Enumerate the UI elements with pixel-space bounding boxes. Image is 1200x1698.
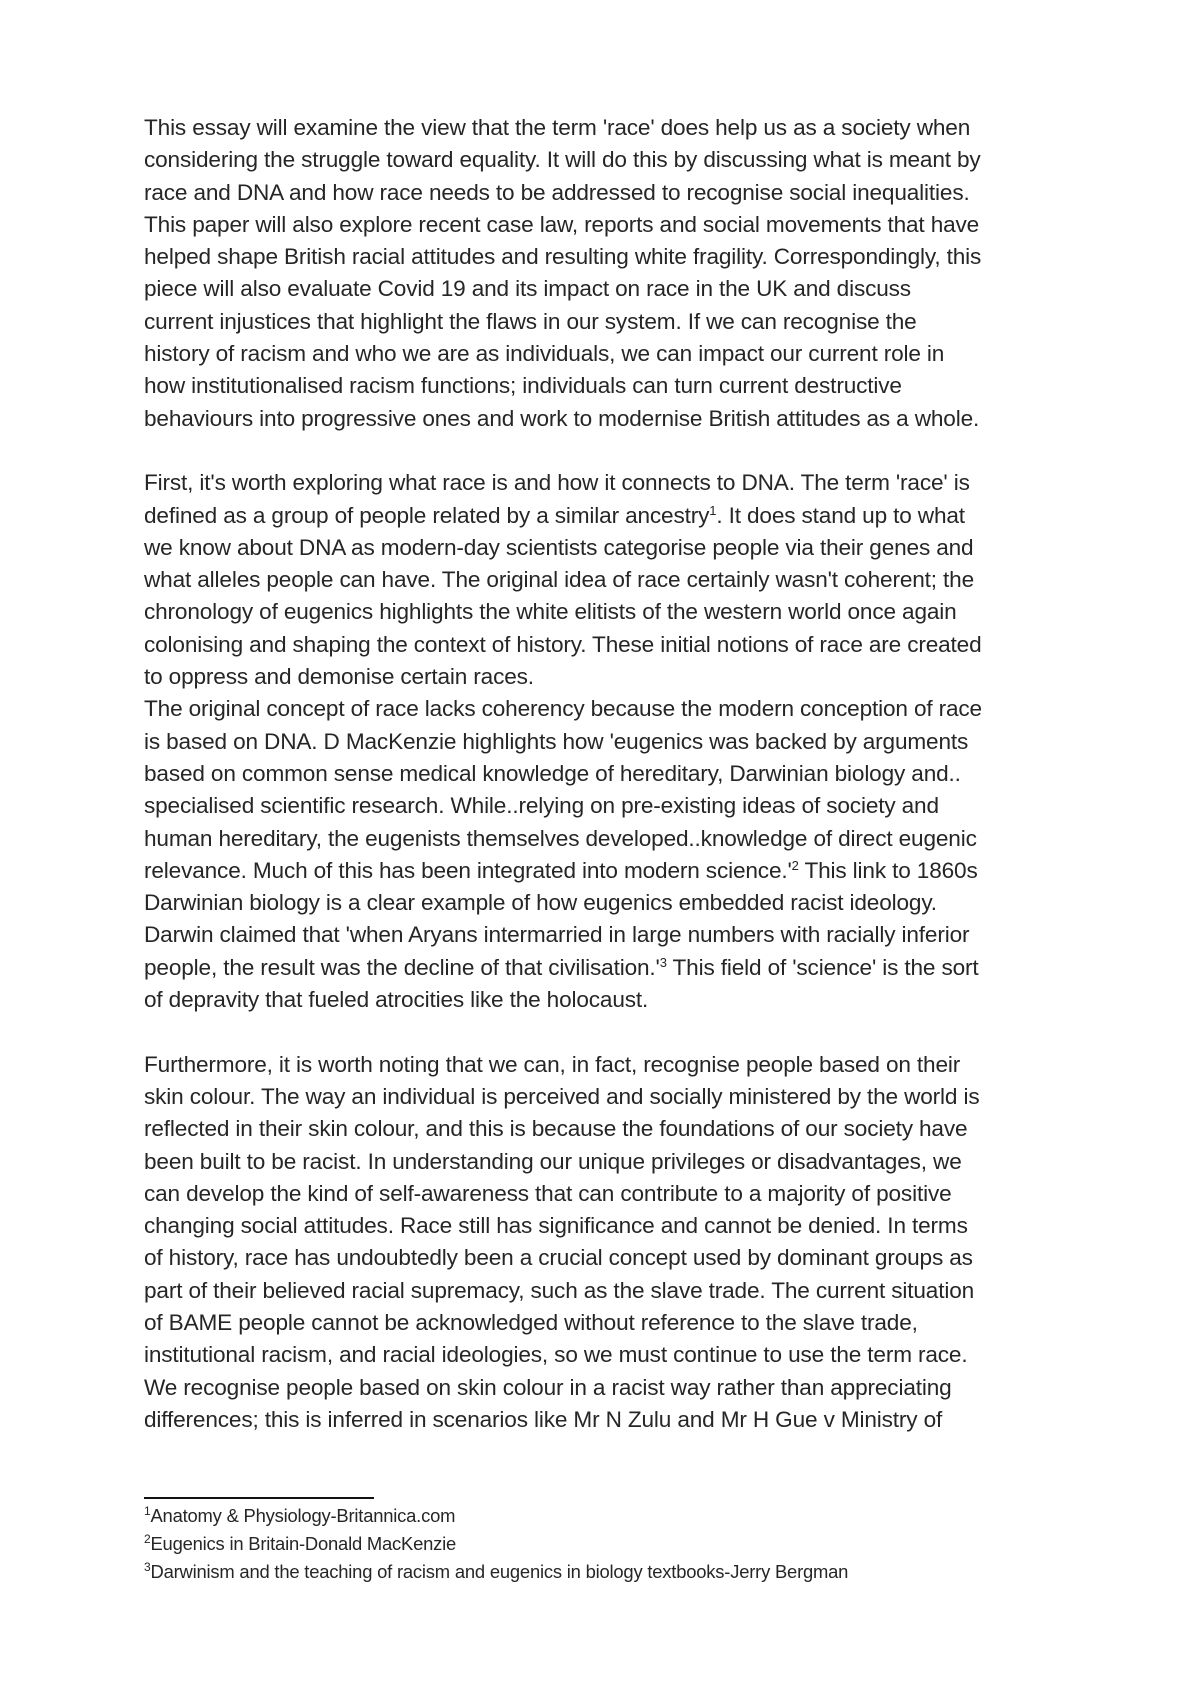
- paragraph: [144, 467, 1074, 693]
- footnote: [144, 1530, 1074, 1558]
- footnote-reference[interactable]: 2: [791, 857, 799, 873]
- footnote-separator: [144, 1497, 374, 1499]
- footnote-text: Eugenics in Britain-Donald MacKenzie: [150, 1533, 457, 1554]
- paragraph-text: First, it's worth exploring what race is and how it connects to DNA. The term 'race' is defined as a group of people related by a similar ancestry: [144, 470, 970, 528]
- paragraph: [144, 693, 1074, 1016]
- paragraph: [144, 1049, 1074, 1437]
- paragraph-text: This field of 'science' is the sort of depravity that fueled atrocities like the holocaust.: [144, 954, 979, 1013]
- footnote-marker: 2: [144, 1532, 151, 1546]
- paragraph-text: Furthermore, it is worth noting that we can, in fact, recognise people based on their skin colour. The way an individual is perceived and socially ministered by the world is reflected in their skin colour, and this is because the foundations of our society have been built to be racist. In understanding our unique privileges or disadvantages, we can develop the kind of self-awareness that can contribute to a majority of positive changing social attitudes. Race still has significance and cannot be denied. In terms of history, race has undoubtedly been a crucial concept used by dominant groups as part of their believed racial supremacy, such as the slave trade. The current situation of BAME people cannot be acknowledged without reference to the slave trade, institutional racism, and racial ideologies, so we must continue to use the term race. We recognise people based on skin colour in a racist way rather than appreciating differences; this is inferred in scenarios like Mr N Zulu and Mr H Gue v Ministry of: [144, 1051, 980, 1432]
- footnote-text: Anatomy & Physiology-Britannica.com: [150, 1505, 456, 1526]
- paragraph-text: . It does stand up to what we know about DNA as modern-day scientists categorise people via their genes and what alleles people can have. The original idea of race certainly wasn't coherent; the chronology of eugenics highlights the white elitists of the western world once again colonising and shaping the context of history. These initial notions of race are created to oppress and demonise certain races.: [144, 502, 982, 690]
- footnote-marker: 1: [144, 1504, 151, 1518]
- footnote-text: Darwinism and the teaching of racism and eugenics in biology textbooks-Jerry Bergman: [150, 1561, 849, 1582]
- footnote-reference[interactable]: 1: [709, 502, 717, 518]
- paragraph: [144, 112, 1074, 435]
- footnote: [144, 1502, 1074, 1530]
- footnote-marker: 3: [144, 1560, 151, 1574]
- footnote: [144, 1558, 1074, 1586]
- essay-body: [144, 112, 1074, 1436]
- paragraph-spacer: [144, 435, 1074, 467]
- paragraph-text: This essay will examine the view that the term 'race' does help us as a society when considering the struggle toward equality. It will do this by discussing what is meant by race and DNA and how race needs to be addressed to recognise social inequalities. This paper will also explore recent case law, reports and social movements that have helped shape British racial attitudes and resulting white fragility. Correspondingly, this piece will also evaluate Covid 19 and its impact on race in the UK and discuss current injustices that highlight the flaws in our system. If we can recognise the history of racism and who we are as individuals, we can impact our current role in how institutionalised racism functions; individuals can turn current destructive behaviours into progressive ones and work to modernise British attitudes as a whole.: [144, 115, 982, 431]
- paragraph-spacer: [144, 1016, 1074, 1048]
- footnotes: [144, 1502, 1074, 1586]
- paragraph-text: This link to 1860s Darwinian biology is a clear example of how eugenics embedded racist ideology. Darwin claimed that 'when Aryans intermarried in large numbers with racially inferior people, the result was the decline of that civilisation.': [144, 857, 978, 980]
- footnote-reference[interactable]: 3: [659, 954, 667, 970]
- paragraph-text: The original concept of race lacks coherency because the modern conception of race is based on DNA. D MacKenzie highlights how 'eugenics was backed by arguments based on common sense medical knowledge of hereditary, Darwinian biology and.. specialised scientific research. While..relying on pre-existing ideas of society and human hereditary, the eugenists themselves developed..knowledge of direct eugenic relevance. Much of this has been integrated into modern science.': [144, 696, 982, 883]
